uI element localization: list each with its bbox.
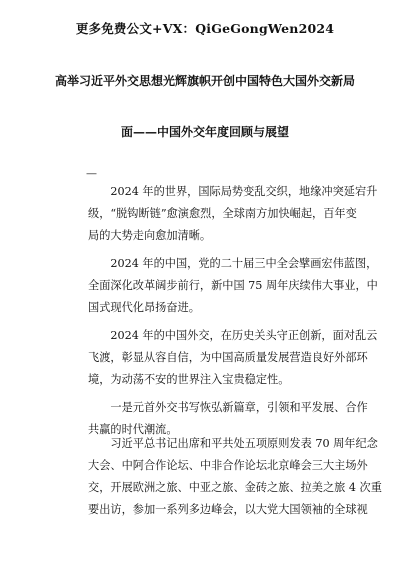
paragraph-line: 飞渡，彰显从容自信，为中国高质量发展营造良好外部环 bbox=[88, 351, 368, 364]
paragraph-line: 要出访，参加一系列多边峰会，以大党大国领袖的全球视 bbox=[88, 503, 368, 516]
paragraph-general-secretary-activities bbox=[88, 433, 382, 521]
paragraph-line: 局的大势走向愈加清晰。 bbox=[88, 229, 212, 242]
paragraph-line: 2024 年的世界，国际局势变乱交织，地缘冲突延宕升 bbox=[110, 185, 378, 198]
section-dash: — bbox=[86, 167, 97, 180]
paragraph-world-situation bbox=[88, 181, 378, 247]
paragraph-line: 大会、中阿合作论坛、中非合作论坛北京峰会三大主场外 bbox=[88, 459, 368, 472]
paragraph-line: 境，为动荡不安的世界注入宝贵稳定性。 bbox=[88, 373, 290, 386]
paragraph-line: 交，开展欧洲之旅、中亚之旅、金砖之旅、拉美之旅 4 次重 bbox=[88, 481, 382, 494]
paragraph-line: 级，“脱钩断链”愈演愈烈，全球南方加快崛起，百年变 bbox=[88, 207, 357, 220]
paragraph-china-situation bbox=[88, 253, 378, 319]
paragraph-china-diplomacy bbox=[88, 325, 378, 391]
paragraph-line: 全面深化改革阔步前行，新中国 75 周年庆续伟大事业，中 bbox=[88, 279, 378, 292]
paragraph-line: 习近平总书记出席和平共处五项原则发表 70 周年纪念 bbox=[110, 437, 378, 450]
paragraph-line: 2024 年的中国，党的二十届三中全会擘画宏伟蓝图， bbox=[110, 257, 378, 270]
watermark-header: 更多免费公文+VX：QiGeGongWen2024 bbox=[75, 21, 335, 36]
paragraph-line: 共赢的时代潮流。 bbox=[88, 423, 178, 436]
paragraph-line: 国式现代化昂扬奋进。 bbox=[88, 301, 200, 314]
document-title-line-2: 面——中国外交年度回顾与展望 bbox=[120, 125, 289, 139]
document-title-line-1: 高举习近平外交思想光辉旗帜开创中国特色大国外交新局 bbox=[54, 74, 355, 88]
paragraph-line: 一是元首外交书写恢弘新篇章，引领和平发展、合作 bbox=[110, 401, 368, 414]
paragraph-line: 2024 年的中国外交，在历史关头守正创新，面对乱云 bbox=[110, 329, 378, 342]
